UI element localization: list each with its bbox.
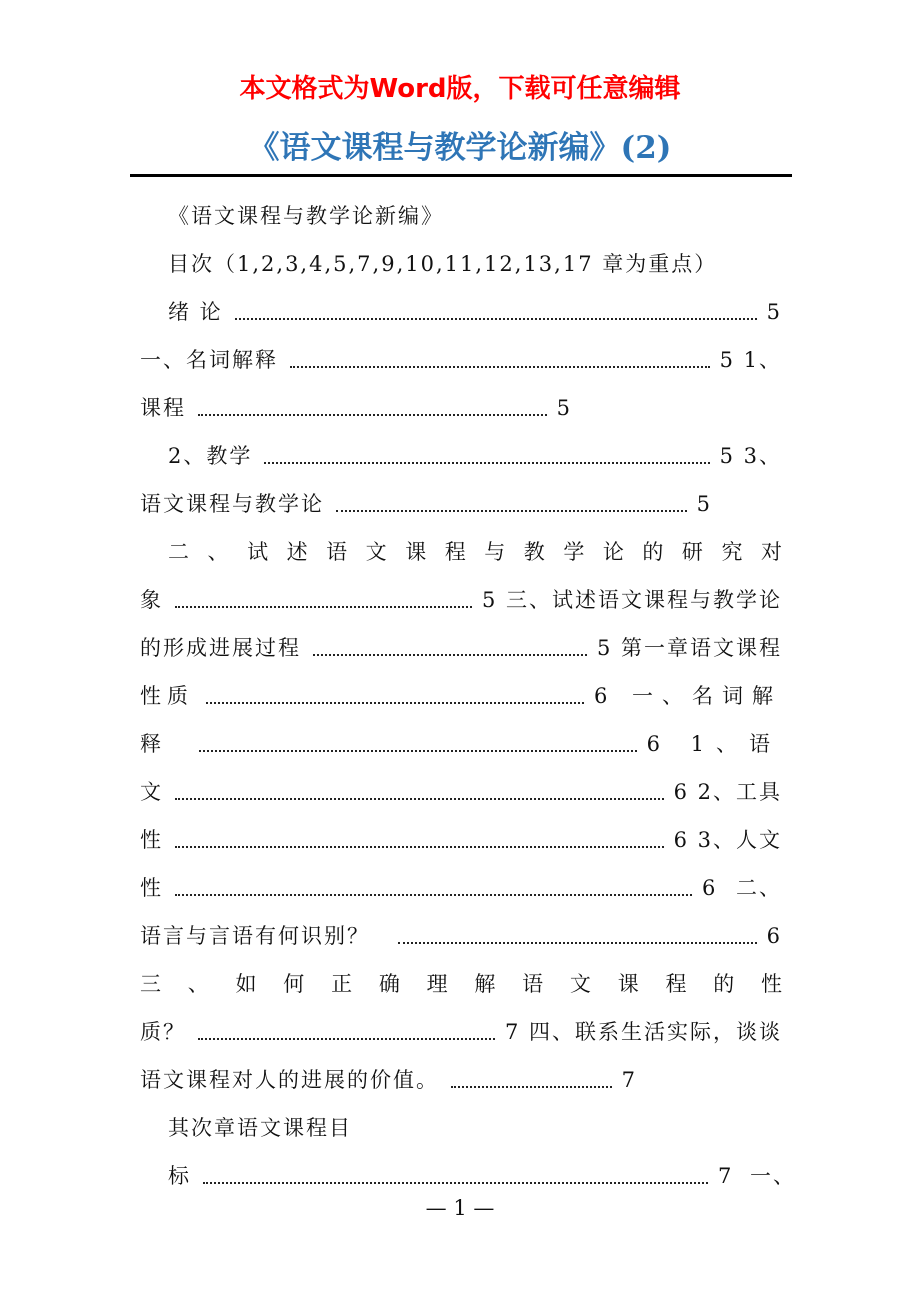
toc-line <box>140 1146 796 1194</box>
toc-line <box>140 522 782 570</box>
toc-page: 5 <box>696 492 712 516</box>
toc-line <box>140 474 712 522</box>
toc-text: 标 <box>168 1164 191 1188</box>
toc-page: 7 一、 <box>717 1164 796 1188</box>
dot-leader <box>235 318 757 320</box>
toc-page: 6 <box>766 924 782 948</box>
toc-page: 5 1、 <box>719 348 782 372</box>
dot-leader <box>451 1086 612 1088</box>
toc-page: 6 3、人文 <box>673 828 782 852</box>
table-of-contents <box>140 186 796 1194</box>
toc-text: 2、教学 <box>168 444 253 468</box>
toc-page: 6 二、 <box>701 876 782 900</box>
toc-line <box>140 714 782 762</box>
toc-line <box>140 330 782 378</box>
toc-page: 5 <box>556 396 572 420</box>
toc-line <box>140 858 782 906</box>
toc-line <box>140 618 782 666</box>
toc-page: 5 <box>766 300 782 324</box>
dot-leader <box>199 750 637 752</box>
toc-page: 7 四、联系生活实际，谈谈 <box>504 1020 782 1044</box>
toc-line <box>140 570 782 618</box>
toc-page: 6 2、工具 <box>673 780 782 804</box>
dot-leader <box>175 846 664 848</box>
toc-text: 释 <box>140 732 163 756</box>
toc-text: 语文课程与教学论 <box>140 492 324 516</box>
dot-leader <box>313 654 587 656</box>
dot-leader <box>264 462 709 464</box>
toc-text: 其次章语文课程目 <box>168 1116 352 1140</box>
toc-line <box>140 1002 782 1050</box>
page-number: — 1 — <box>425 1196 495 1220</box>
toc-text: 语文课程对人的进展的价值。 <box>140 1068 439 1092</box>
toc-page: 7 <box>621 1068 637 1092</box>
toc-line <box>140 666 782 714</box>
document-title: 《语文课程与教学论新编》(2) <box>248 130 672 166</box>
toc-page: 6 1、语 <box>646 732 782 756</box>
toc-text: 绪 论 <box>168 300 223 324</box>
toc-text: 二、试述语文课程与教学论的研究对 <box>168 540 782 564</box>
toc-line <box>140 810 782 858</box>
toc-page: 5 第一章语文课程 <box>596 636 782 660</box>
dot-leader <box>206 702 584 704</box>
dot-leader <box>175 606 472 608</box>
dot-leader <box>203 1182 708 1184</box>
dot-leader <box>336 510 687 512</box>
dot-leader <box>175 894 692 896</box>
toc-text: 三、如何正确理解语文课程的性 <box>140 972 782 996</box>
toc-line <box>140 762 782 810</box>
toc-line <box>140 426 782 474</box>
toc-line <box>140 186 782 234</box>
format-banner: 本文格式为Word版，下载可任意编辑 <box>239 74 681 104</box>
toc-text: 目次（1,2,3,4,5,7,9,10,11,12,13,17 章为重点） <box>168 252 718 276</box>
title-divider <box>130 174 792 177</box>
toc-text: 象 <box>140 588 163 612</box>
dot-leader <box>398 942 757 944</box>
toc-line <box>140 282 782 330</box>
toc-text: 性质 <box>140 684 194 708</box>
toc-line <box>140 234 782 282</box>
toc-line <box>140 378 572 426</box>
toc-text: 的形成进展过程 <box>140 636 301 660</box>
toc-text: 性 <box>140 876 163 900</box>
toc-text: 性 <box>140 828 163 852</box>
dot-leader <box>175 798 664 800</box>
dot-leader <box>290 366 710 368</box>
toc-page: 6 一、名词解 <box>593 684 782 708</box>
toc-line <box>140 906 782 954</box>
toc-text: 课程 <box>140 396 186 420</box>
toc-text: 一、名词解释 <box>140 348 278 372</box>
toc-text: 文 <box>140 780 163 804</box>
toc-text: 语言与言语有何识别？ <box>140 924 370 948</box>
toc-page: 5 3、 <box>719 444 782 468</box>
toc-line <box>140 1098 782 1146</box>
toc-line <box>140 1050 637 1098</box>
dot-leader <box>198 1038 495 1040</box>
dot-leader <box>198 414 547 416</box>
toc-text: 质？ <box>140 1020 186 1044</box>
toc-line <box>140 954 782 1002</box>
toc-page: 5 三、试述语文课程与教学论 <box>481 588 782 612</box>
toc-text: 《语文课程与教学论新编》 <box>168 204 444 228</box>
